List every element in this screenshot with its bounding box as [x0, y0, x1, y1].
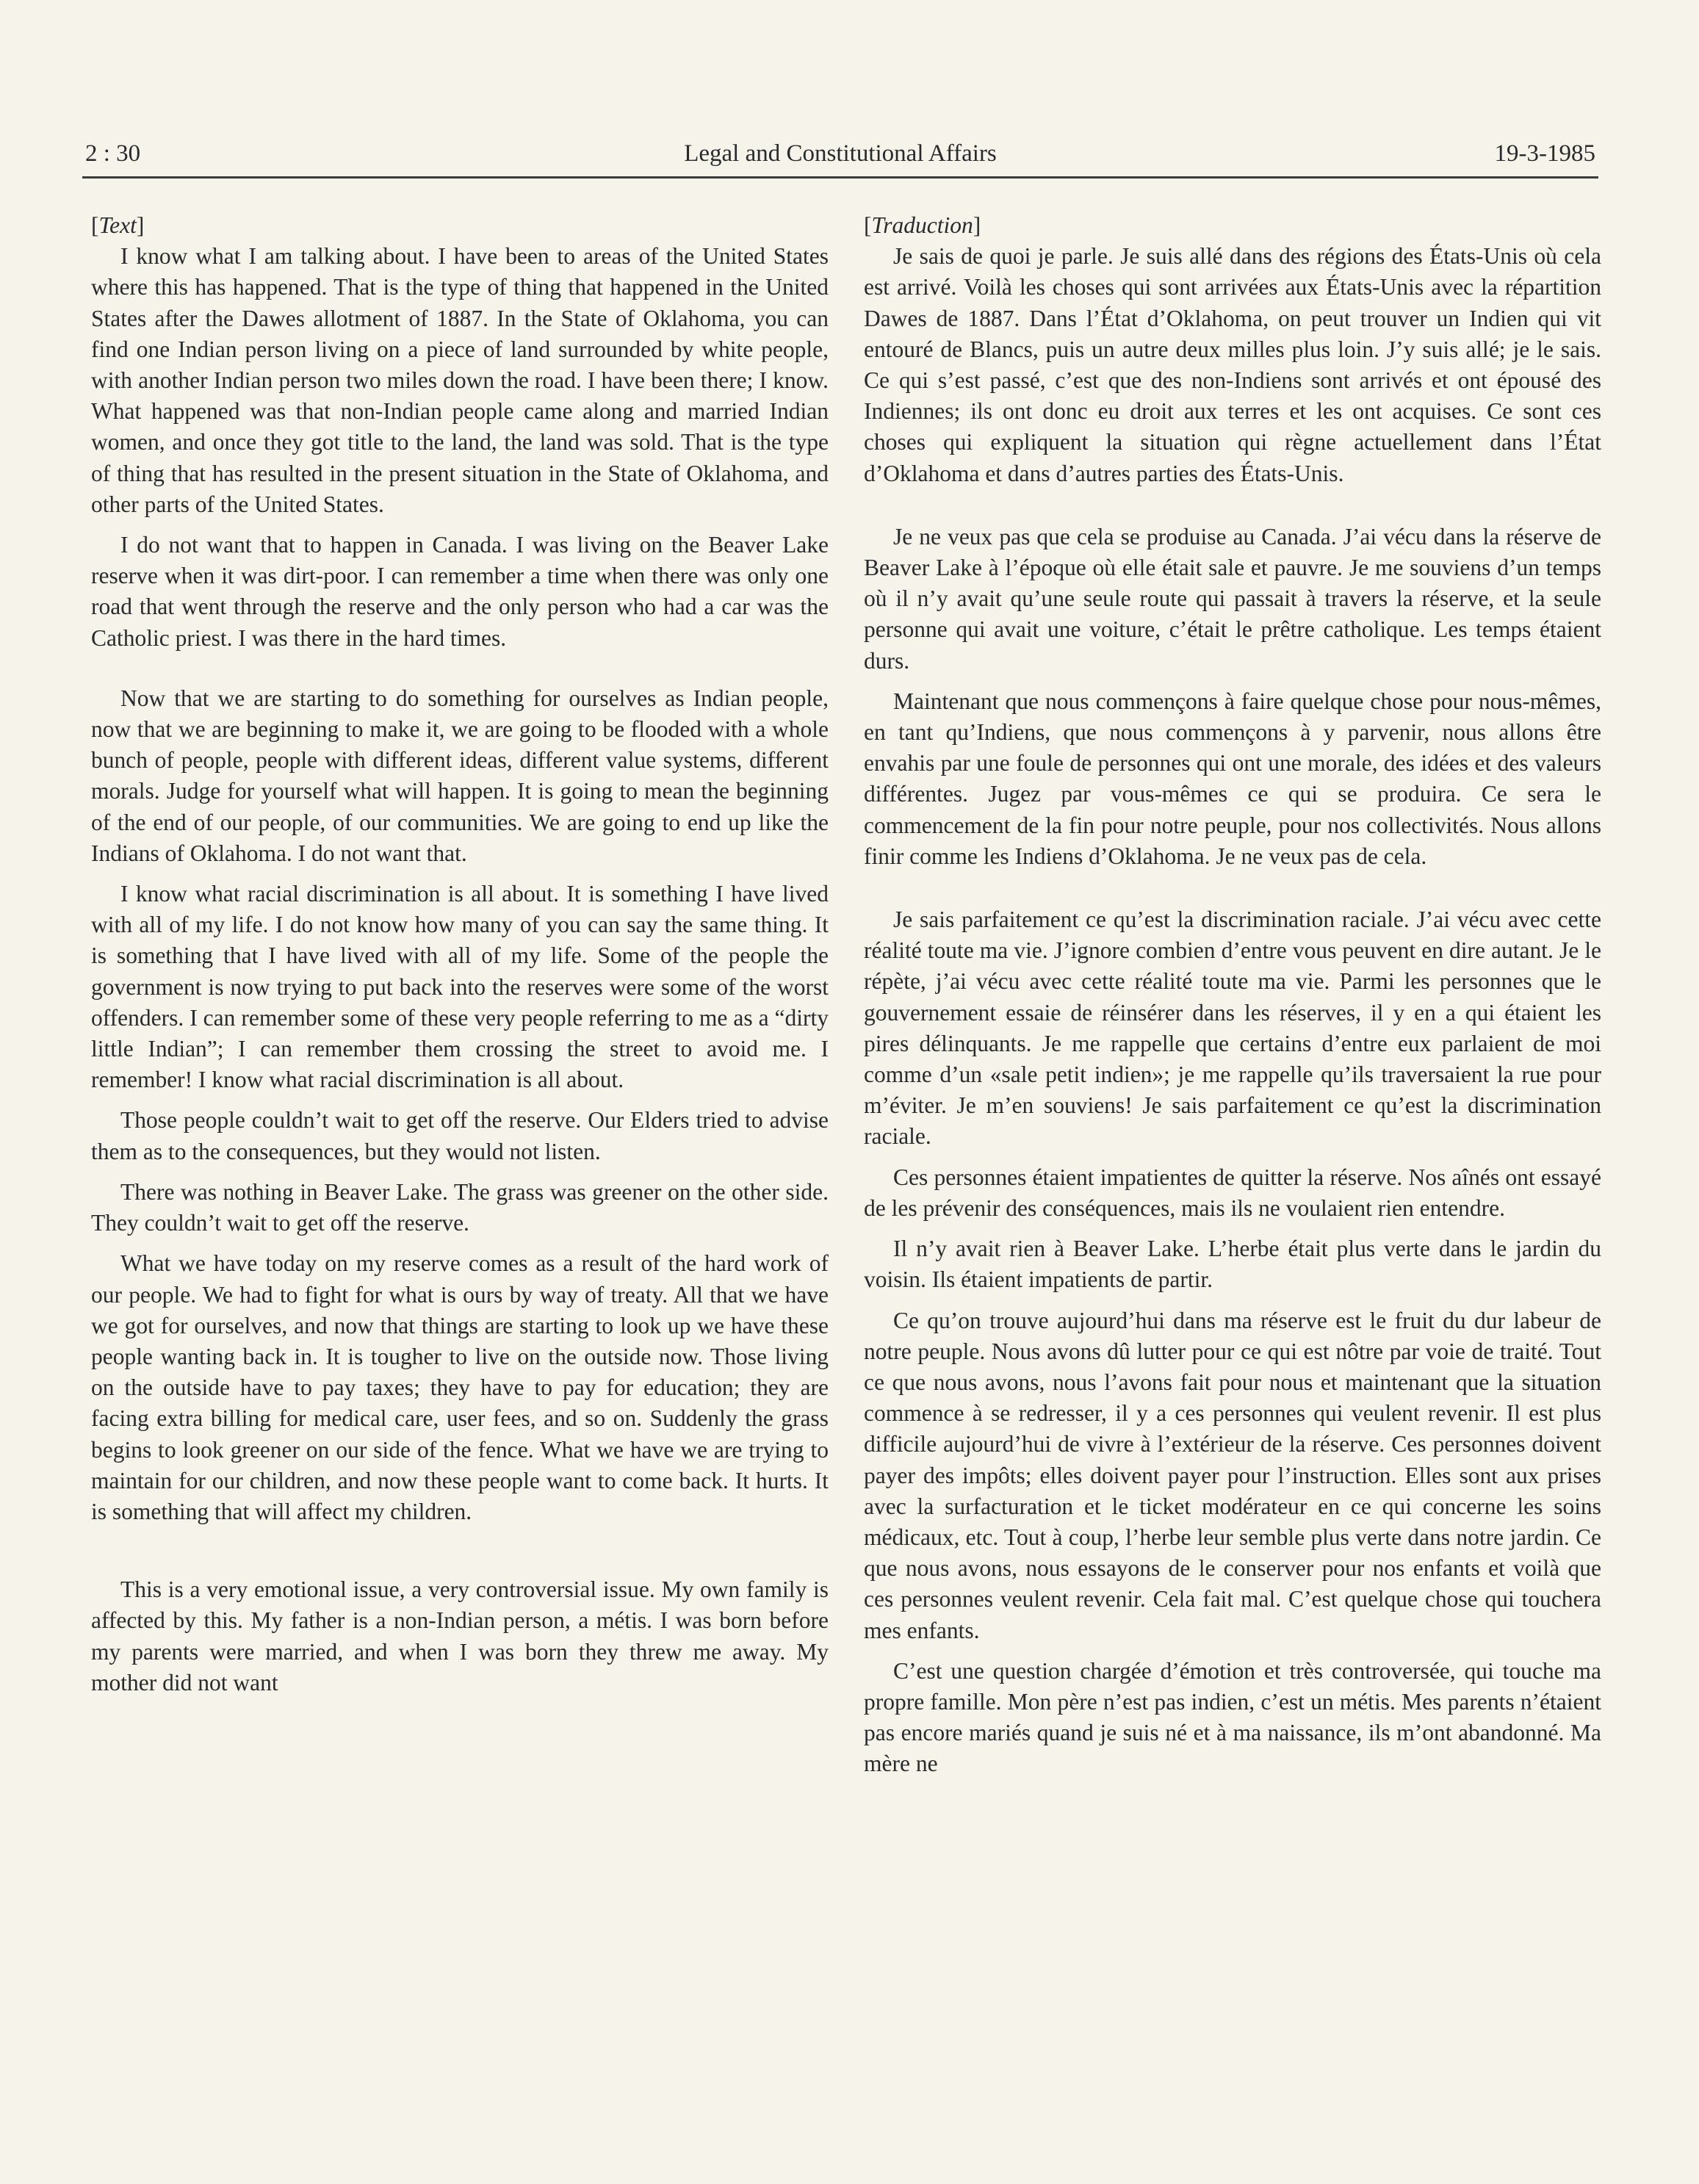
paragraph: There was nothing in Beaver Lake. The grass was greener on the other side. They couldn’t wait to get off the reserve. — [91, 1178, 829, 1236]
sitting-date: 19-3-1985 — [1494, 140, 1595, 167]
running-title: Legal and Constitutional Affairs — [684, 140, 997, 167]
english-column — [91, 210, 829, 1698]
paragraph: Je ne veux pas que cela se produise au Canada. J’ai vécu dans la réserve de Beaver Lake à l’époque où elle était sale et pauvre. Je me souviens d’un temps où il n’y avait qu’une seule route qui passait à travers la réserve, et la seule personne qui avait une voiture, c’était le prêtre catholique. Les temps étaient durs. — [864, 523, 1601, 674]
paragraph: Je sais de quoi je parle. Je suis allé dans des régions des États-Unis où cela est arrivé. Voilà les choses qui sont arrivées aux États-Unis avec la répartition Dawes de 1887. Dans l’État d’Oklahoma, on peut trouver un Indien qui vit entouré de Blancs, puis un autre deux milles plus loin. J’y suis allé; je le sais. Ce qui s’est passé, c’est que des non-Indiens sont arrivés et ont épousé des Indiennes; ils ont donc eu droit aux terres et les ont acquises. Ce sont ces choses qui expliquent la situation qui règne actuellement dans l’État d’Oklahoma et dans d’autres parties des États-Unis. — [864, 243, 1601, 486]
paragraph: Now that we are starting to do something for ourselves as Indian people, now that we are beginning to make it, we are going to be flooded with a whole bunch of people, people with different ideas, different value systems, different morals. Judge for yourself what will happen. It is going to mean the beginning of the end of our people, of our communities. We are going to end up like the Indians of Oklahoma. I do not want that. — [91, 685, 829, 866]
paragraph: Maintenant que nous commençons à faire quelque chose pour nous-mêmes, en tant qu’Indiens, que nous commençons à y parvenir, nous allons être envahis par une foule de personnes qui ont une morale, des idées et des valeurs différentes. Jugez par vous-mêmes ce qui se produira. Ce sera le commencement de la fin pour notre peuple, pour nos collectivités. Nous allons finir comme les Indiens d’Oklahoma. Je ne veux pas de cela. — [864, 688, 1601, 869]
paragraph: C’est une question chargée d’émotion et très controversée, qui touche ma propre famille. Mon père n’est pas indien, c’est un métis. Mes parents n’étaient pas encore mariés quand je suis né et à ma naissance, ils m’ont abandonné. Ma mère ne — [864, 1657, 1601, 1777]
paragraph: I do not want that to happen in Canada. I was living on the Beaver Lake reserve when it was dirt-poor. I can remember a time when there was only one road that went through the reserve and the only person who had a car was the Catholic priest. I was there in the hard times. — [91, 532, 829, 651]
french-column — [864, 210, 1601, 1780]
paragraph: I know what I am talking about. I have been to areas of the United States where this has happened. That is the type of thing that happened in the United States after the Dawes allotment of 1887. In the State of Oklahoma, you can find one Indian person living on a piece of land surrounded by white people, with another Indian person two miles down the road. I have been there; I know. What happened was that non-Indian people came along and married Indian women, and once they got title to the land, the land was sold. That is the type of thing that has resulted in the present situation in the State of Oklahoma, and other parts of the United States. — [91, 243, 829, 517]
paragraph: I know what racial discrimination is all about. It is something I have lived with all of my life. I do not know how many of you can say the same thing. It is something that I have lived with all of my life. Some of the people the government is now trying to put back into the reserves were some of the worst offenders. I can remember some of these very people referring to me as a “dirty little Indian”; I can remember them crossing the street to avoid me. I remember! I know what racial discrimination is all about. — [91, 881, 829, 1093]
paragraph: Ces personnes étaient impatientes de quitter la réserve. Nos aînés ont essayé de les prévenir des conséquences, mais ils ne voulaient rien entendre. — [864, 1164, 1601, 1221]
column-label: [Text] — [91, 212, 145, 238]
paragraph: What we have today on my reserve comes as a result of the hard work of our people. We had to fight for what is ours by way of treaty. All that we have we got for ourselves, and now that things are starting to look up we have these people wanting back in. It is tougher to live on the outside now. Those living on the outside have to pay taxes; they have to pay for education; they are facing extra billing for medical care, user fees, and so on. Suddenly the grass begins to look greener on our side of the fence. What we have we are trying to maintain for our children, and now these people want to come back. It hurts. It is something that will affect my children. — [91, 1250, 829, 1524]
column-label: [Traduction] — [864, 212, 981, 238]
paragraph: Ce qu’on trouve aujourd’hui dans ma réserve est le fruit du dur labeur de notre peuple. Nous avons dû lutter pour ce qui est nôtre par voie de traité. Tout ce que nous avons, nous l’avons fait pour nous et maintenant que la situation commence à se redresser, il y a ces personnes qui veulent revenir. Il est plus difficile aujourd’hui de vivre à l’extérieur de la réserve. Ces personnes doivent payer des impôts; elles doivent payer pour l’instruction. Elles sont aux prises avec la surfacturation et le ticket modérateur en ce qui concerne les soins médicaux, etc. Tout à coup, l’herbe leur semble plus verte dans notre jardin. Ce que nous avons, nous essayons de le conserver pour nos enfants et voilà que ces personnes veulent revenir. Cela fait mal. C’est quelque chose qui touchera mes enfants. — [864, 1307, 1601, 1643]
paragraph: Those people couldn’t wait to get off the reserve. Our Elders tried to advise them as to the consequences, but they would not listen. — [91, 1107, 829, 1164]
paragraph: Je sais parfaitement ce qu’est la discrimination raciale. J’ai vécu avec cette réalité toute ma vie. J’ignore combien d’entre vous peuvent en dire autant. Je le répète, j’ai vécu avec cette réalité toute ma vie. Parmi les personnes que le gouvernement essaie de réinsérer dans les réserves, il y en a qui étaient les pires délinquants. Je me rappelle que certains d’entre eux parlaient de moi comme d’un «sale petit indien»; je me rappelle qu’ils traversaient la rue pour m’éviter. Je m’en souviens! Je sais parfaitement ce qu’est la discrimination raciale. — [864, 907, 1601, 1150]
page-number: 2 : 30 — [85, 140, 141, 167]
paragraph: This is a very emotional issue, a very controversial issue. My own family is affected by this. My father is a non-Indian person, a métis. I was born before my parents were married, and when I was born they threw me away. My mother did not want — [91, 1576, 829, 1695]
paragraph: Il n’y avait rien à Beaver Lake. L’herbe était plus verte dans le jardin du voisin. Ils étaient impatients de partir. — [864, 1236, 1601, 1293]
page-header — [82, 135, 1598, 179]
